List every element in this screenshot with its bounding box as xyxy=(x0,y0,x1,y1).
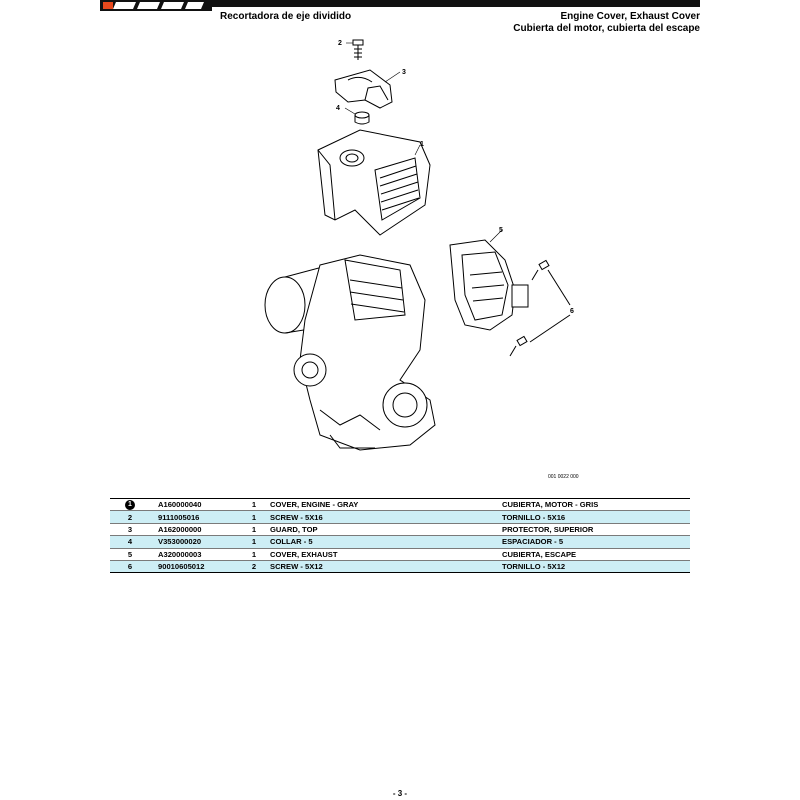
qty-cell: 2 xyxy=(251,562,257,572)
section-title-en: Engine Cover, Exhaust Cover xyxy=(560,11,700,22)
qty-cell: 1 xyxy=(251,512,257,522)
ref-cell xyxy=(110,499,150,510)
description-es-cell: PROTECTOR, SUPERIOR xyxy=(502,524,594,534)
parts-table xyxy=(110,498,690,573)
page-number: - 3 - xyxy=(392,789,408,798)
description-en-cell: SCREW - 5X12 xyxy=(270,562,323,572)
callout-1: 1 xyxy=(420,141,424,148)
description-es-cell: TORNILLO - 5X12 xyxy=(502,562,566,572)
description-es-cell: TORNILLO - 5X16 xyxy=(502,512,566,522)
description-es-cell: CUBIERTA, MOTOR - GRIS xyxy=(502,500,599,510)
exhaust-cover-icon xyxy=(450,240,528,330)
exhaust-screw-icon xyxy=(510,260,570,356)
description-en-cell: COVER, EXHAUST xyxy=(270,549,338,559)
screw-top-icon xyxy=(353,40,363,60)
part-number-cell: 90010605012 xyxy=(158,562,205,572)
qty-cell: 1 xyxy=(251,537,257,547)
table-row xyxy=(110,548,690,560)
callout-4: 4 xyxy=(336,105,340,112)
table-row xyxy=(110,560,690,572)
table-row xyxy=(110,510,690,522)
callout-5: 5 xyxy=(499,227,503,234)
description-es-cell: CUBIERTA, ESCAPE xyxy=(502,549,577,559)
qty-cell: 1 xyxy=(251,549,257,559)
callout-2: 2 xyxy=(338,40,342,47)
qty-cell: 1 xyxy=(251,524,257,534)
callout-3: 3 xyxy=(402,69,406,76)
ref-cell: 6 xyxy=(127,562,133,572)
ref-cell: 2 xyxy=(127,512,133,522)
ref-cell: 5 xyxy=(127,549,133,559)
part-number-cell: A160000040 xyxy=(158,500,202,510)
engine-cover-icon xyxy=(318,130,430,235)
callout-6: 6 xyxy=(570,308,574,315)
ref-marker-circle: 1 xyxy=(125,500,135,510)
model-title: Recortadora de eje dividido xyxy=(220,11,352,22)
ref-cell: 3 xyxy=(127,524,133,534)
part-number-cell: V353000020 xyxy=(158,537,202,547)
exploded-parts-diagram xyxy=(240,30,600,490)
description-es-cell: ESPACIADOR - 5 xyxy=(502,537,564,547)
table-row xyxy=(110,499,690,510)
description-en-cell: GUARD, TOP xyxy=(270,524,318,534)
top-guard-icon xyxy=(335,70,392,108)
part-number-cell: A320000003 xyxy=(158,549,202,559)
table-row xyxy=(110,535,690,547)
ref-cell: 4 xyxy=(127,537,133,547)
description-en-cell: COVER, ENGINE - GRAY xyxy=(270,500,359,510)
section-title-es: Cubierta del motor, cubierta del escape xyxy=(513,23,700,34)
part-number-cell: A162000000 xyxy=(158,524,202,534)
qty-cell: 1 xyxy=(251,500,257,510)
part-number-cell: 9111005016 xyxy=(158,512,200,522)
table-row xyxy=(110,523,690,535)
drawing-code: 001 0022 000 xyxy=(548,474,579,480)
description-en-cell: SCREW - 5X16 xyxy=(270,512,323,522)
engine-block-icon xyxy=(265,255,435,450)
brand-logo xyxy=(100,0,212,11)
collar-icon xyxy=(355,112,369,124)
description-en-cell: COLLAR - 5 xyxy=(270,537,313,547)
